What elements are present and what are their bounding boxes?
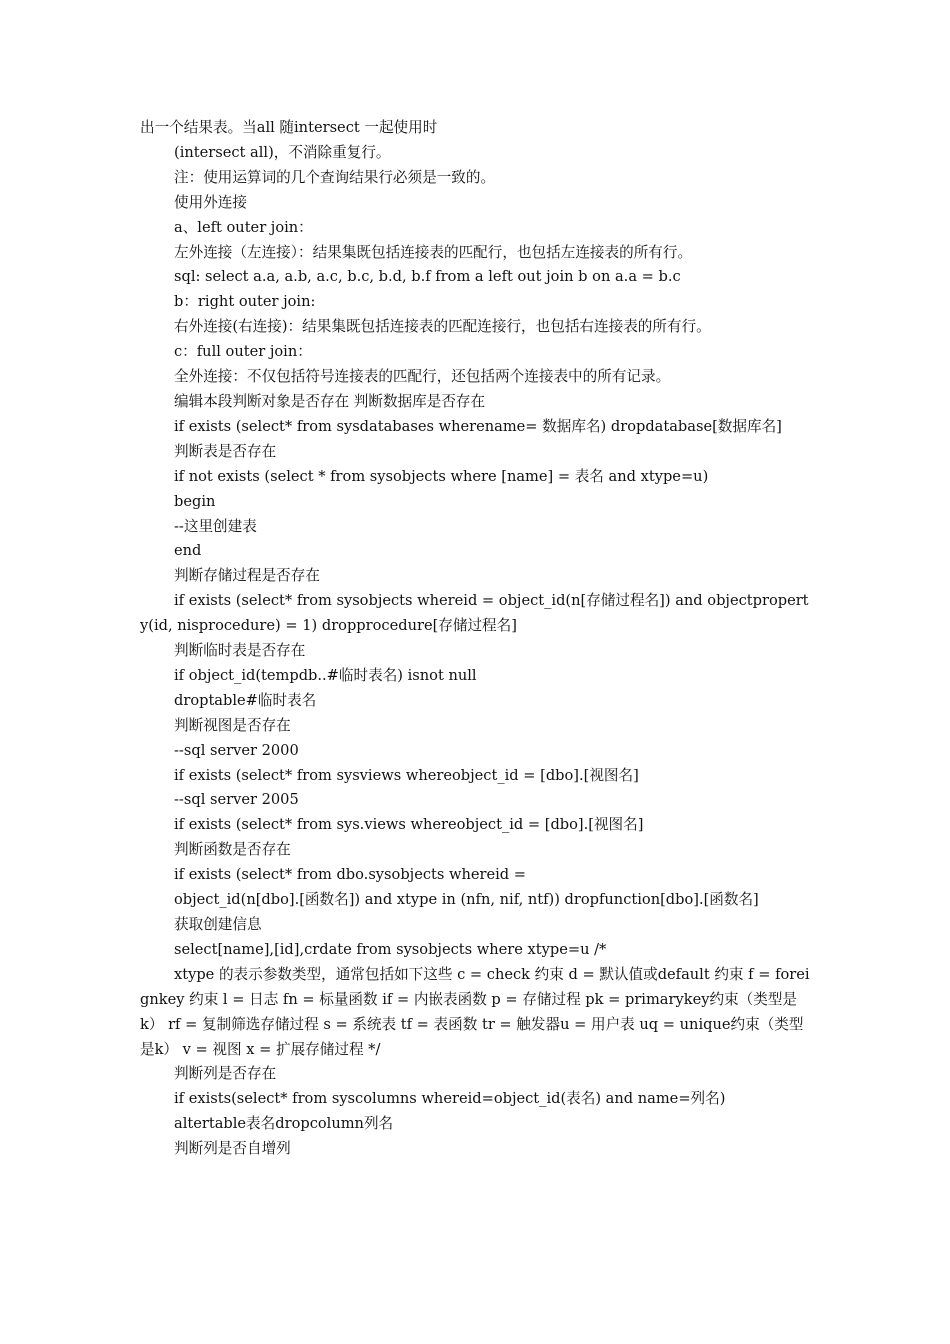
text-paragraph: 判断表是否存在 [174,442,277,460]
text-paragraph: if exists (select* from sysviews whereobject_id = [dbo].[视图名] [174,766,639,784]
text-paragraph: 编辑本段判断对象是否存在 判断数据库是否存在 [174,392,486,410]
text-paragraph: 判断存储过程是否存在 [174,567,320,585]
text-paragraph: altertable表名dropcolumn列名 [174,1115,394,1133]
text-paragraph: droptable#临时表名 [174,691,317,709]
text-paragraph: if exists (select* from sysobjects whereid = object_id(n[存储过程名]) and objectproperty(id, nisprocedure) = 1) dropprocedure[存储过程名] [140,592,809,635]
text-paragraph: b：right outer join: [174,293,316,311]
text-paragraph: (intersect all)，不消除重复行。 [174,143,391,161]
text-paragraph: object_id(n[dbo].[函数名]) and xtype in (nfn, nif, ntf)) dropfunction[dbo].[函数名] [174,891,759,909]
text-paragraph: 全外连接：不仅包括符号连接表的匹配行，还包括两个连接表中的所有记录。 [174,368,671,386]
text-paragraph: 注：使用运算词的几个查询结果行必须是一致的。 [174,168,496,186]
text-paragraph: 判断函数是否存在 [174,841,291,859]
text-paragraph: if exists (select* from dbo.sysobjects whereid = [174,866,527,884]
text-paragraph: 左外连接（左连接）：结果集既包括连接表的匹配行，也包括左连接表的所有行。 [174,243,693,261]
text-paragraph: 判断列是否自增列 [174,1140,291,1158]
text-paragraph: 判断临时表是否存在 [174,642,306,660]
text-paragraph: if not exists (select * from sysobjects where [name] = 表名 and xtype=u) [174,467,709,485]
text-paragraph: if exists (select* from sys.views whereobject_id = [dbo].[视图名] [174,816,644,834]
text-paragraph: 判断视图是否存在 [174,716,291,734]
text-paragraph: if exists(select* from syscolumns whereid=object_id(表名) and name=列名) [174,1090,726,1108]
text-paragraph: if exists (select* from sysdatabases wherename= 数据库名) dropdatabase[数据库名] [174,417,782,435]
document-body [140,116,812,1162]
text-paragraph: 获取创建信息 [174,916,262,933]
text-paragraph: 判断列是否存在 [174,1065,277,1083]
text-paragraph: xtype 的表示参数类型，通常包括如下这些 c = check 约束 d = 默认值或default 约束 f = foreignkey 约束 l = 日志 fn = 标量函数 if = 内嵌表函数 p = 存储过程 pk = primarykey约束（类型是k） rf = 复制筛选存储过程 s = 系统表 tf = 表函数 tr = 触发器u = 用户表 uq = unique约束（类型是k） v = 视图 x = 扩展存储过程 */ [140,965,810,1058]
text-paragraph: select[name],[id],crdate from sysobjects where xtype=u /* [174,940,607,958]
text-paragraph: --sql server 2000 [174,741,299,759]
text-paragraph: end [174,542,202,560]
text-paragraph: 出一个结果表。当all 随intersect 一起使用时 [140,119,438,136]
text-paragraph: --sql server 2005 [174,791,299,809]
text-paragraph: 右外连接(右连接)：结果集既包括连接表的匹配连接行，也包括右连接表的所有行。 [174,318,711,336]
text-paragraph: --这里创建表 [174,517,257,535]
text-paragraph: a、left outer join： [174,218,313,236]
text-paragraph: begin [174,492,216,510]
text-paragraph: 使用外连接 [174,193,247,211]
text-paragraph: if object_id(tempdb..#临时表名) isnot null [174,666,477,684]
text-paragraph: sql: select a.a, a.b, a.c, b.c, b.d, b.f from a left out join b on a.a = b.c [174,268,681,286]
text-paragraph: c：full outer join： [174,343,312,361]
